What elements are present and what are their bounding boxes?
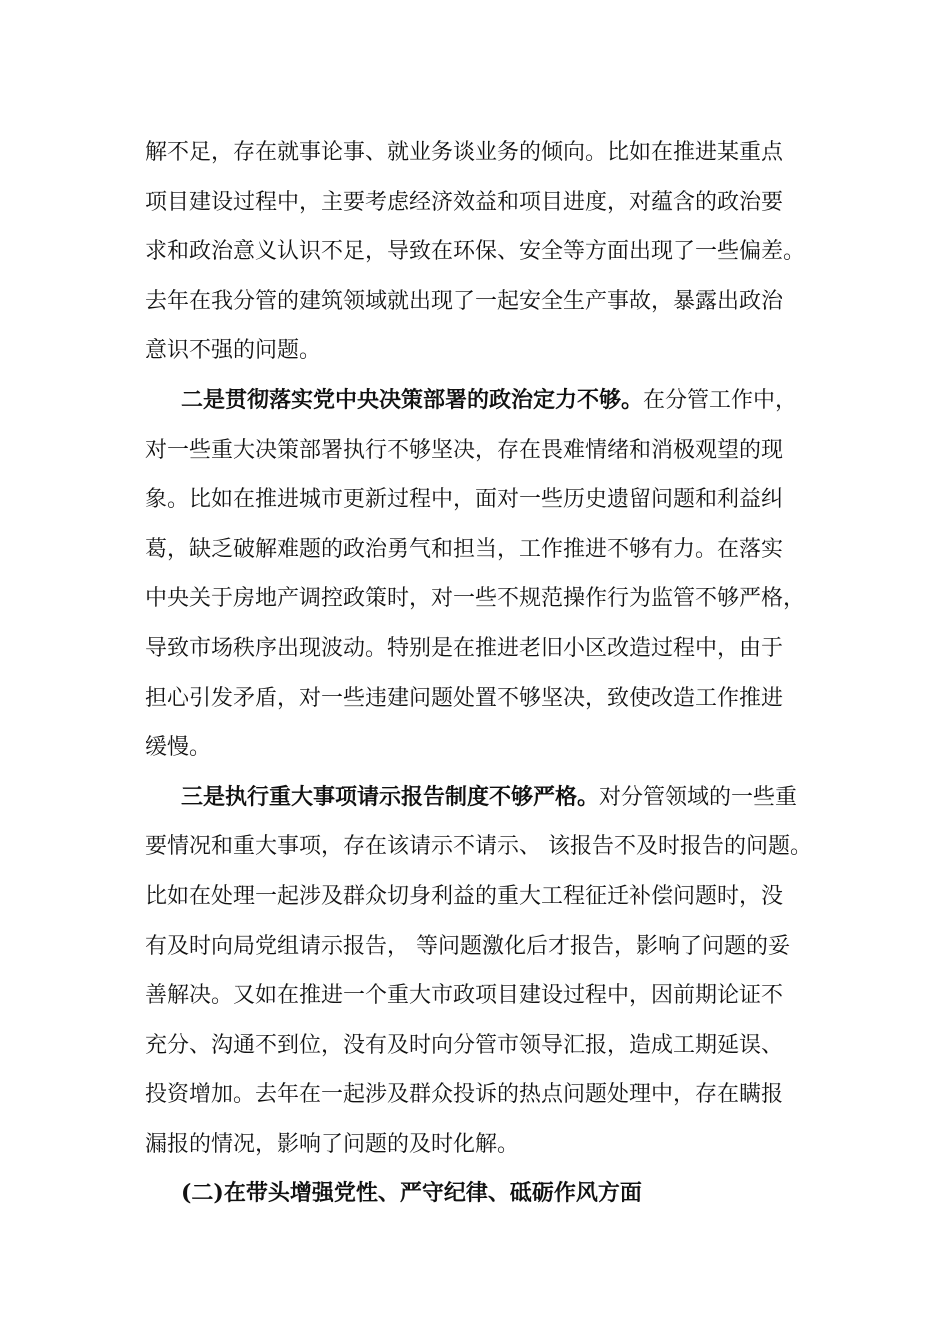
paragraph-2-first-line: 二是贯彻落实党中央决策部署的政治定力不够。在分管工作中， <box>181 386 798 413</box>
text-line: 对一些重大决策部署执行不够坚决，存在畏难情绪和消极观望的现 <box>145 437 784 463</box>
paragraph-3-heading: 三是执行重大事项请示报告制度不够严格。 <box>181 783 600 810</box>
text-line: 缓慢。 <box>145 735 212 761</box>
text-line: 比如在处理一起涉及群众切身利益的重大工程征迁补偿问题时，没 <box>145 883 784 909</box>
paragraph-2-heading: 二是贯彻落实党中央决策部署的政治定力不够。 <box>181 386 644 413</box>
text-line: 充分、沟通不到位，没有及时向分管市领导汇报，造成工期延误、 <box>145 1032 784 1058</box>
section-heading <box>145 1169 825 1219</box>
text-line: 去年在我分管的建筑领域就出现了一起安全生产事故，暴露出政治 <box>145 288 784 314</box>
text-line: 担心引发矛盾，对一些违建问题处置不够坚决，致使改造工作推进 <box>145 685 784 711</box>
text-line: 意识不强的问题。 <box>145 338 322 364</box>
text-line: 要情况和重大事项，存在该请示不请示、 该报告不及时报告的问题。 <box>145 834 812 860</box>
text-line: 象。比如在推进城市更新过程中，面对一些历史遗留问题和利益纠 <box>145 487 784 513</box>
text-line: 有及时向局党组请示报告， 等问题激化后才报告，影响了问题的妥 <box>145 933 790 959</box>
text-line: 解不足，存在就事论事、就业务谈业务的倾向。比如在推进某重点 <box>145 140 784 165</box>
section-heading-text: (二)在带头增强党性、严守纪律、砥砺作风方面 <box>181 1180 642 1207</box>
text-line: 中央关于房地产调控政策时，对一些不规范操作行为监管不够严格， <box>145 586 806 612</box>
text-line: 善解决。又如在推进一个重大市政项目建设过程中，因前期论证不 <box>145 983 784 1009</box>
paragraph-3-first-line: 三是执行重大事项请示报告制度不够严格。对分管领域的一些重 <box>181 783 798 810</box>
document-body <box>145 128 825 1219</box>
text-line: 导致市场秩序出现波动。特别是在推进老旧小区改造过程中，由于 <box>145 635 784 661</box>
text-line: 项目建设过程中，主要考虑经济效益和项目进度，对蕴含的政治要 <box>145 189 784 215</box>
text-line: 葛，缺乏破解难题的政治勇气和担当，工作推进不够有力。在落实 <box>145 536 784 562</box>
text-line: 投资增加。去年在一起涉及群众投诉的热点问题处理中，存在瞒报 <box>145 1082 784 1108</box>
text-line: 漏报的情况，影响了问题的及时化解。 <box>145 1131 520 1157</box>
text-line: 求和政治意义认识不足，导致在环保、安全等方面出现了一些偏差。 <box>145 239 806 265</box>
